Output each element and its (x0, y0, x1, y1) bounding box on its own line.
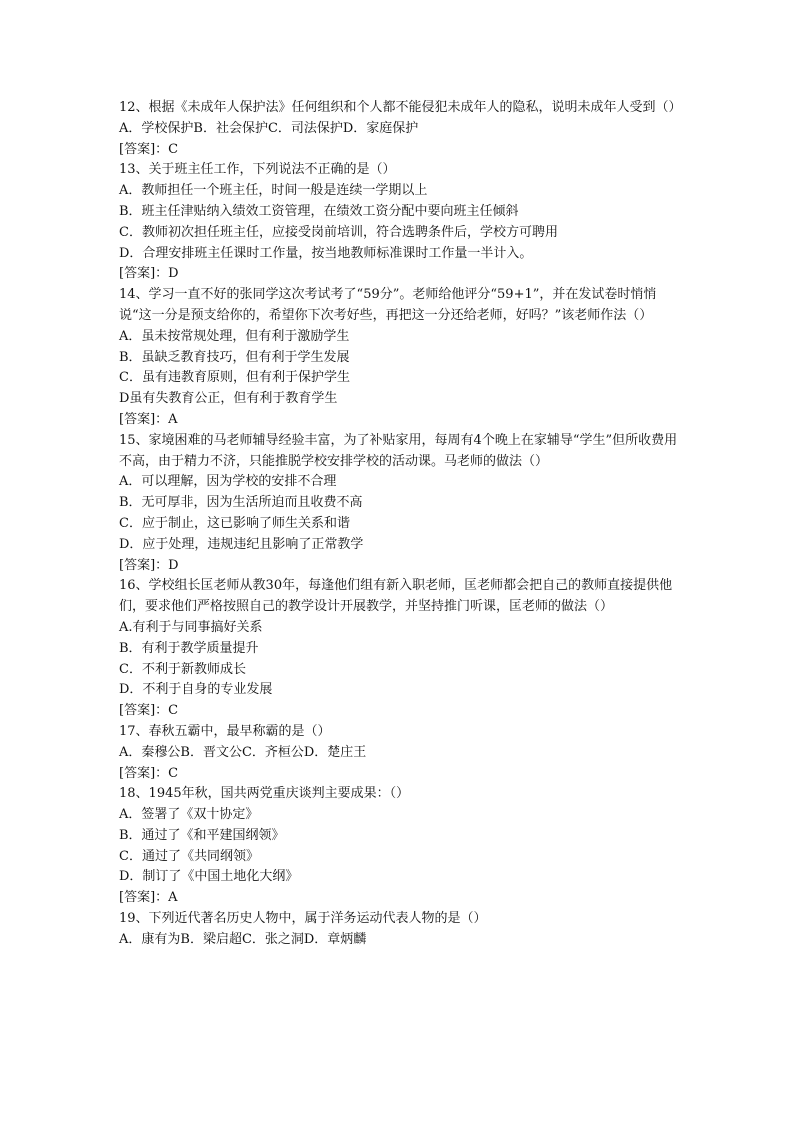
question-stem: 17、春秋五霸中，最早称霸的是（） (119, 723, 331, 739)
option-line: A．学校保护B．社会保护C．司法保护D．家庭保护 (119, 120, 419, 136)
option-line: D．不利于自身的专业发展 (119, 682, 273, 698)
question-19 (119, 909, 679, 951)
answer-line: [答案]：D (119, 266, 179, 282)
option-line: A．签署了《双十协定》 (119, 807, 259, 823)
option-line: C．应于制止，这已影响了师生关系和谐 (119, 515, 350, 531)
question-15 (119, 431, 679, 577)
option-line: C．不利于新教师成长 (119, 661, 246, 677)
answer-line: [答案]：A (119, 890, 178, 906)
option-line: C．通过了《共同纲领》 (119, 848, 259, 864)
question-stem: 18、1945年秋，国共两党重庆谈判主要成果：（） (119, 786, 410, 802)
option-line: A．秦穆公B．晋文公C．齐桓公D．楚庄王 (119, 744, 367, 760)
question-stem: 13、关于班主任工作，下列说法不正确的是（） (119, 162, 396, 178)
question-12 (119, 98, 682, 160)
option-line: A．康有为B．梁启超C．张之洞D．章炳麟 (119, 931, 367, 947)
question-17 (119, 722, 679, 784)
option-line: D虽有失教育公正，但有利于教育学生 (119, 391, 338, 407)
option-line: B．班主任津贴纳入绩效工资管理，在绩效工资分配中要向班主任倾斜 (119, 203, 519, 219)
option-line: D．制订了《中国土地化大纲》 (119, 869, 299, 885)
answer-line: [答案]：C (119, 141, 179, 157)
document-page (119, 98, 682, 951)
question-18 (119, 784, 679, 909)
option-line: A．教师担任一个班主任，时间一般是连续一学期以上 (119, 183, 428, 199)
question-stem: 15、家境困难的马老师辅导经验丰富，为了补贴家用，每周有4个晚上在家辅导“学生”但所收费用不高，由于精力不济，只能推脱学校安排学校的活动课。马老师的做法（） (119, 432, 678, 469)
option-line: C．教师初次担任班主任，应接受岗前培训，符合选聘条件后，学校方可聘用 (119, 224, 558, 240)
option-line: B．有利于教学质量提升 (119, 640, 259, 656)
option-line: A．可以理解，因为学校的安排不合理 (119, 474, 337, 490)
option-line: C．虽有违教育原则，但有利于保护学生 (119, 370, 350, 386)
option-line: A．虽未按常规处理，但有利于激励学生 (119, 328, 350, 344)
question-14 (119, 285, 679, 431)
answer-line: [答案]：D (119, 557, 179, 573)
answer-line: [答案]：C (119, 703, 179, 719)
option-line: B．无可厚非，因为生活所迫而且收费不高 (119, 495, 363, 511)
option-line: B．通过了《和平建国纲领》 (119, 827, 285, 843)
question-stem: 16、学校组长匡老师从教30年，每逢他们组有新入职老师，匡老师都会把自己的教师直接提供他们，要求他们严格按照自己的教学设计开展教学，并坚持推门听课，匡老师的做法（） (119, 578, 673, 615)
option-line: B．虽缺乏教育技巧，但有利于学生发展 (119, 349, 350, 365)
option-line: D．应于处理，违规违纪且影响了正常教学 (119, 536, 364, 552)
question-stem: 14、学习一直不好的张同学这次考试考了“59分”。老师给他评分“59+1”，并在发试卷时悄悄说“这一分是预支给你的，希望你下次考好些，再把这一分还给老师，好吗？”该老师作法（） (119, 287, 657, 323)
question-13 (119, 160, 679, 285)
answer-line: [答案]：A (119, 411, 178, 427)
answer-line: [答案]：C (119, 765, 179, 781)
option-line: A.有利于与同事搞好关系 (119, 619, 263, 635)
option-line: D．合理安排班主任课时工作量，按当地教师标准课时工作量一半计入。 (119, 245, 533, 261)
question-16 (119, 576, 679, 722)
question-stem: 12、根据《未成年人保护法》任何组织和个人都不能侵犯未成年人的隐私，说明未成年人受到（） (119, 100, 682, 115)
question-stem: 19、下列近代著名历史人物中，属于洋务运动代表人物的是（） (119, 911, 487, 927)
